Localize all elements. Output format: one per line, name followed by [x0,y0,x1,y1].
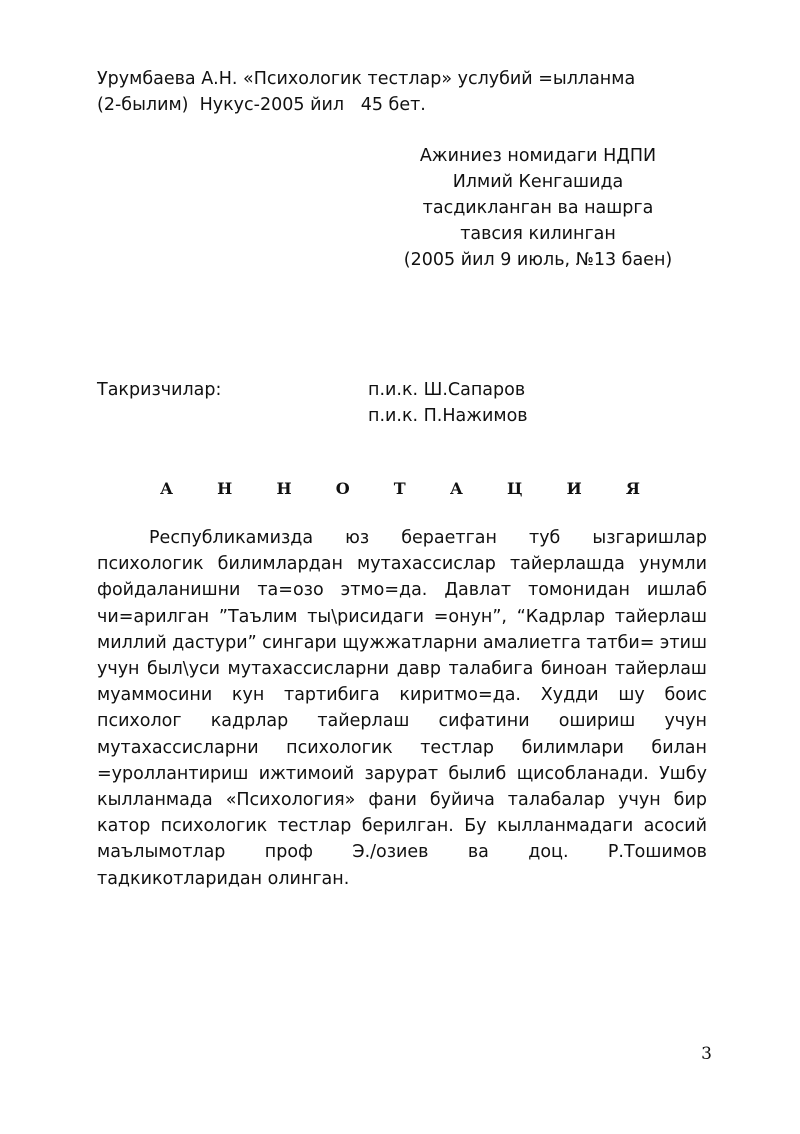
heading-letter: О [335,479,350,498]
word: фойдаланишни [97,580,241,601]
word: унумли [639,554,707,575]
word: Давлат [444,580,512,601]
word: Р.Тошимов [607,842,707,863]
word: талабига [448,659,534,680]
word: =онун”, [433,606,507,627]
word: катор [97,816,151,837]
word: буйича [429,790,495,811]
word: бераетган [401,528,497,548]
word: боис [664,685,707,706]
word: бир [673,790,707,811]
approval-block [360,143,716,273]
citation-line-2: (2-былим) Нукус-2005 йил 45 бет. [97,95,426,115]
word: сифатини [438,711,530,732]
annotation-line [97,656,707,682]
heading-letter: И [566,479,582,498]
annotation-line [97,761,707,787]
annotation-line [97,551,707,577]
word: билимлардан [217,554,343,575]
word: кылланмадаги [496,816,634,837]
word: томонидан [528,580,630,601]
approval-line: тасдикланган ва нашрга [422,198,654,218]
word: фани [368,790,417,811]
word: Э./озиев [352,842,429,863]
word: ызгаришлар [592,528,707,548]
heading-letter: Ц [507,479,523,498]
word: сингари [262,632,337,653]
heading-letter: А [449,479,463,498]
bibliographic-citation [97,66,717,118]
reviewer-name: п.и.к. Ш.Сапаров [368,380,526,400]
annotation-line [97,525,707,551]
word: берилган. [361,816,454,837]
word: Бу [464,816,487,837]
word: тестлар [420,737,495,758]
annotation-line [97,735,707,761]
word: чи=арилган [97,606,210,627]
word: шу [618,685,645,706]
word: асосий [643,816,707,837]
reviewers-names [368,377,708,429]
word: киритмо=да. [399,685,521,706]
word: «Психология» [225,790,356,811]
word: психолог [97,711,182,732]
word: давр [396,659,441,680]
approval-line: Ажиниез номидаги НДПИ [419,146,657,166]
word: тайерлаш [614,659,707,680]
word: учун [618,790,661,811]
word: “Кадрлар [516,606,606,627]
word: психологик [160,816,268,837]
annotation-line: тадкикотларидан олинган. [97,868,350,889]
word: туб [529,528,561,548]
page-number: 3 [701,1044,712,1064]
reviewers-label: Такризчилар: [97,380,222,400]
word: психологик [97,554,204,575]
word: Ушбу [659,763,707,784]
word: тартибига [284,685,380,706]
word: мутахассислар [357,554,496,575]
word: тестлар [277,816,352,837]
word: =уроллантириш [97,763,249,784]
word: проф [264,842,313,863]
word: учун [664,711,707,732]
annotation-line [97,630,707,656]
word: зарурат [364,763,439,784]
word: юз [345,528,370,548]
word: ва [467,842,489,863]
word: ишлаб [646,580,707,601]
word: былиб [448,763,507,784]
approval-line: тавсия килинган [460,224,616,244]
word: этмо=да. [340,580,428,601]
approval-line: Илмий Кенгашида [452,172,624,192]
word: та=озо [257,580,324,601]
annotation-line [97,604,707,630]
approval-line: (2005 йил 9 июль, №13 баен) [403,250,673,270]
annotation-body [97,525,707,892]
word: доц. [528,842,569,863]
word: татби= [586,632,655,653]
heading-letter: Я [625,479,640,498]
word: маълымотлар [97,842,226,863]
annotation-heading [160,479,640,498]
word: кадрлар [210,711,289,732]
word: дастури” [172,632,257,653]
word: миллий [97,632,167,653]
word: психологик [286,737,393,758]
annotation-line [97,682,707,708]
annotation-line [97,813,707,839]
word: тайерлашда [509,554,625,575]
word: щужжатларни [342,632,478,653]
reviewer-name: п.и.к. П.Нажимов [368,406,528,426]
word: талабалар [507,790,606,811]
heading-letter: Т [393,479,406,498]
word: был\уси [147,659,221,680]
annotation-line [97,708,707,734]
citation-line-1: Урумбаева А.Н. «Психологик тестлар» услубий =ылланма [97,69,636,89]
word: учун [97,659,140,680]
word: билан [651,737,707,758]
annotation-line [97,839,707,865]
word: тайерлаш [614,606,707,627]
word: Республикамизда [149,528,314,548]
annotation-line [97,787,707,813]
word: тайерлаш [317,711,410,732]
word: мутахассисларни [227,659,390,680]
word: муаммосини [97,685,213,706]
word: биноан [540,659,608,680]
word: билимлари [521,737,624,758]
word: амалиетга [482,632,581,653]
heading-letter: Н [217,479,233,498]
heading-letter: А [160,479,174,498]
word: кылланмада [97,790,213,811]
word: ошириш [558,711,636,732]
word: кун [231,685,265,706]
word: ижтимоий [258,763,355,784]
heading-letter: Н [276,479,292,498]
word: мутахассисларни [97,737,259,758]
word: ты\рисидаги [307,606,424,627]
word: Худди [540,685,599,706]
word: ”Таълим [218,606,298,627]
word: щисобланади. [516,763,649,784]
annotation-line [97,577,707,603]
word: этиш [659,632,707,653]
